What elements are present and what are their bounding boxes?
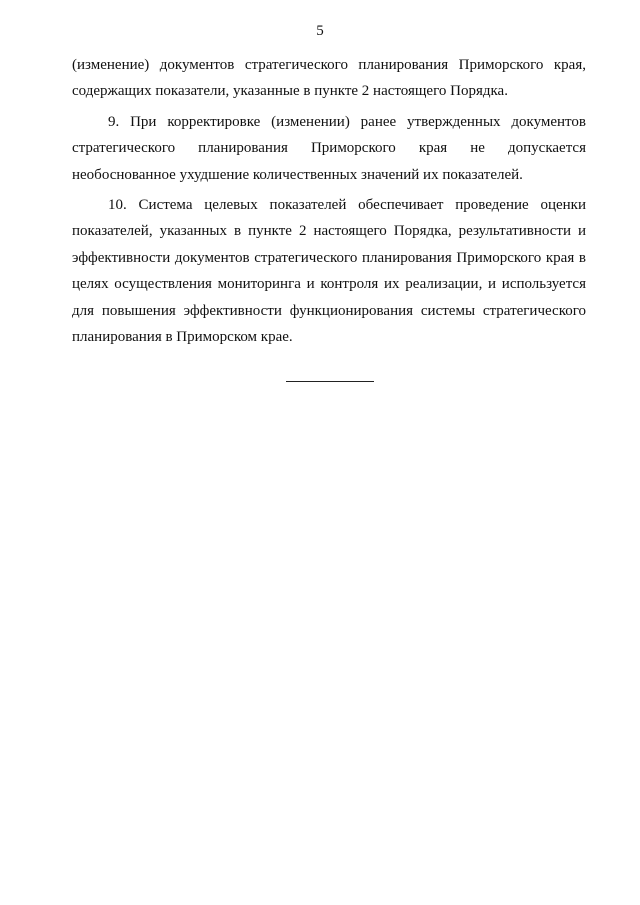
page-number: 5 <box>316 23 324 39</box>
text-line: содержащих показатели, указанные в пункте 2 настоящего Порядка. <box>72 83 508 100</box>
text-line: целях осуществления мониторинга и контроля их реализации, и используется <box>72 276 586 293</box>
text-line: (изменение) документов стратегического планирования Приморского края, <box>72 57 586 73</box>
end-of-text-rule <box>286 381 374 382</box>
paragraph-item-10 <box>72 192 586 350</box>
text-line: показателей, указанных в пункте 2 настоящего Порядка, результативности и <box>72 223 586 240</box>
document-body <box>72 52 586 350</box>
text-line: эффективности документов стратегического планирования Приморского края в <box>72 249 586 266</box>
text-line: для повышения эффективности функционирования системы стратегического <box>72 302 586 319</box>
paragraph-continuation <box>72 52 586 105</box>
text-line: 10. Система целевых показателей обеспечивает проведение оценки <box>108 196 586 213</box>
text-line: необоснованное ухудшение количественных значений их показателей. <box>72 166 523 183</box>
paragraph-item-9 <box>72 109 586 188</box>
text-line: планирования в Приморском крае. <box>72 328 293 345</box>
text-line: 9. При корректировке (изменении) ранее утвержденных документов <box>108 113 586 130</box>
text-line: стратегического планирования Приморского края не допускается <box>72 140 586 157</box>
